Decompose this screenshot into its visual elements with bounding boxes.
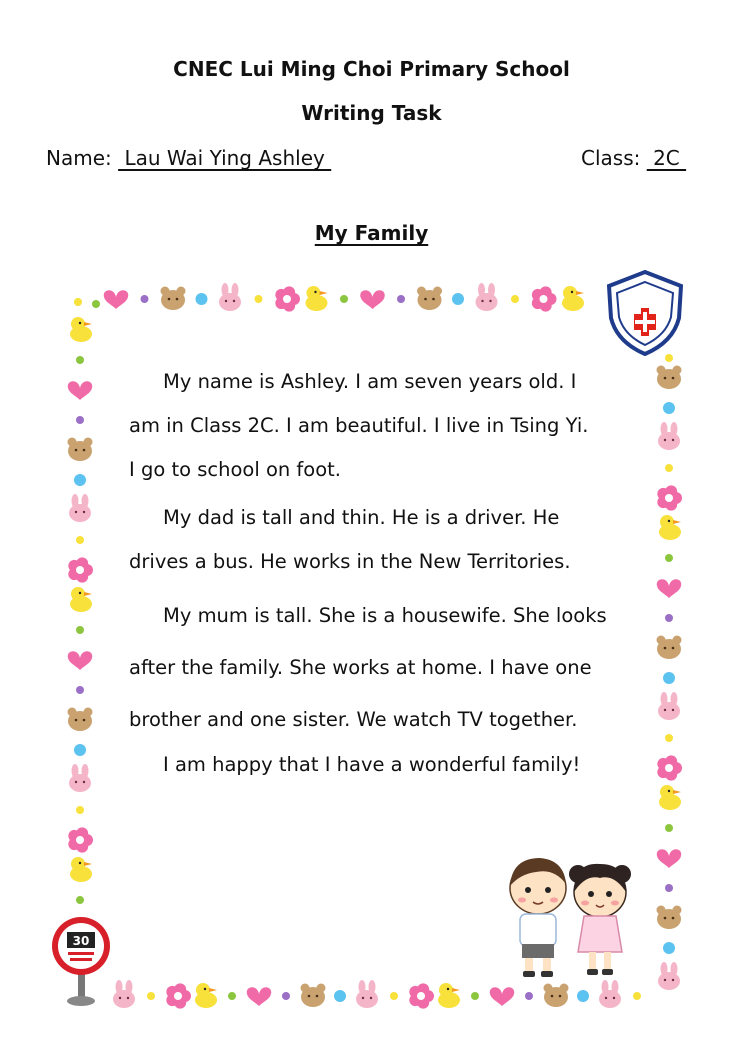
bunny-icon xyxy=(658,422,680,450)
school-name: CNEC Lui Ming Choi Primary School xyxy=(173,57,570,81)
bunny-icon xyxy=(658,962,680,990)
essay-line: I am happy that I have a wonderful family! xyxy=(163,753,581,776)
dot-icon xyxy=(665,824,673,832)
essay-line: drives a bus. He works in the New Territories. xyxy=(129,550,571,573)
dot-icon xyxy=(665,734,673,742)
bear-icon xyxy=(301,984,326,1008)
flower-icon xyxy=(409,983,434,1008)
essay-title: My Family xyxy=(314,221,429,245)
duck-icon xyxy=(70,587,92,612)
flower-icon xyxy=(166,983,191,1008)
dot-icon xyxy=(663,402,675,414)
heart-icon xyxy=(68,381,92,400)
bunny-icon xyxy=(476,283,498,311)
bunny-icon xyxy=(69,764,91,792)
duck-icon xyxy=(70,317,92,342)
dot-icon xyxy=(334,990,346,1002)
dot-icon xyxy=(665,464,673,472)
dot-icon xyxy=(577,990,589,1002)
dot-icon xyxy=(141,295,149,303)
essay-paragraph-3 xyxy=(129,590,629,746)
dot-icon xyxy=(76,626,84,634)
dot-icon xyxy=(147,992,155,1000)
task-title: Writing Task xyxy=(301,101,442,125)
flower-icon xyxy=(68,827,93,852)
essay-line: after the family. She works at home. I have one xyxy=(129,656,592,679)
dot-icon xyxy=(390,992,398,1000)
bear-icon xyxy=(657,636,682,660)
dot-icon xyxy=(76,686,84,694)
duck-icon xyxy=(70,857,92,882)
bunny-icon xyxy=(356,980,378,1008)
flower-icon xyxy=(657,755,682,780)
duck-icon xyxy=(659,785,681,810)
heart-icon xyxy=(657,579,681,598)
bear-icon xyxy=(68,438,93,462)
essay-paragraph-2 xyxy=(129,496,629,584)
dot-icon xyxy=(255,295,263,303)
bear-icon xyxy=(657,366,682,390)
dot-icon xyxy=(74,744,86,756)
essay-paragraph-1 xyxy=(129,360,629,492)
flower-icon xyxy=(532,286,557,311)
class-label: Class: xyxy=(581,146,641,170)
duck-icon xyxy=(562,286,584,311)
dot-icon xyxy=(665,554,673,562)
duck-icon xyxy=(659,515,681,540)
dot-icon xyxy=(228,992,236,1000)
bear-icon xyxy=(417,287,442,311)
children-icon xyxy=(500,848,640,983)
heart-icon xyxy=(360,290,384,309)
bus-stop-icon xyxy=(50,915,114,1007)
dot-icon xyxy=(633,992,641,1000)
flower-icon xyxy=(68,557,93,582)
essay-line: I go to school on foot. xyxy=(129,458,342,481)
bunny-icon xyxy=(658,692,680,720)
essay-line: My mum is tall. She is a housewife. She looks xyxy=(163,604,607,627)
dot-icon xyxy=(74,298,82,306)
dot-icon xyxy=(397,295,405,303)
dot-icon xyxy=(74,474,86,486)
heart-icon xyxy=(657,849,681,868)
dot-icon xyxy=(76,806,84,814)
dot-icon xyxy=(452,293,464,305)
bunny-icon xyxy=(599,980,621,1008)
name-value: Lau Wai Ying Ashley xyxy=(118,146,332,170)
essay-line: brother and one sister. We watch TV together. xyxy=(129,708,578,731)
essay-line: am in Class 2C. I am beautiful. I live in Tsing Yi. xyxy=(129,414,589,437)
dot-icon xyxy=(665,614,673,622)
dot-icon xyxy=(525,992,533,1000)
essay-line: My name is Ashley. I am seven years old. I xyxy=(163,370,577,393)
dot-icon xyxy=(663,942,675,954)
dot-icon xyxy=(92,300,100,308)
school-crest-icon xyxy=(603,268,687,358)
dot-icon xyxy=(76,896,84,904)
duck-icon xyxy=(195,983,217,1008)
heart-icon xyxy=(68,651,92,670)
bear-icon xyxy=(68,708,93,732)
bear-icon xyxy=(161,287,186,311)
bunny-icon xyxy=(219,283,241,311)
dot-icon xyxy=(663,672,675,684)
dot-icon xyxy=(340,295,348,303)
flower-icon xyxy=(275,286,300,311)
essay-line: My dad is tall and thin. He is a driver. He xyxy=(163,506,560,529)
dot-icon xyxy=(196,293,208,305)
dot-icon xyxy=(511,295,519,303)
dot-icon xyxy=(76,416,84,424)
heart-icon xyxy=(490,987,514,1006)
bear-icon xyxy=(544,984,569,1008)
class-value: 2C xyxy=(646,146,687,170)
bear-icon xyxy=(657,906,682,930)
dot-icon xyxy=(471,992,479,1000)
duck-icon xyxy=(306,286,328,311)
dot-icon xyxy=(76,356,84,364)
dot-icon xyxy=(665,884,673,892)
bunny-icon xyxy=(113,980,135,1008)
essay-paragraph-4 xyxy=(129,743,629,787)
dot-icon xyxy=(76,536,84,544)
bunny-icon xyxy=(69,494,91,522)
name-label: Name: xyxy=(46,146,112,170)
dot-icon xyxy=(282,992,290,1000)
duck-icon xyxy=(438,983,460,1008)
bus-route-number: 30 xyxy=(72,934,90,948)
flower-icon xyxy=(657,485,682,510)
heart-icon xyxy=(247,987,271,1006)
heart-icon xyxy=(104,290,128,309)
